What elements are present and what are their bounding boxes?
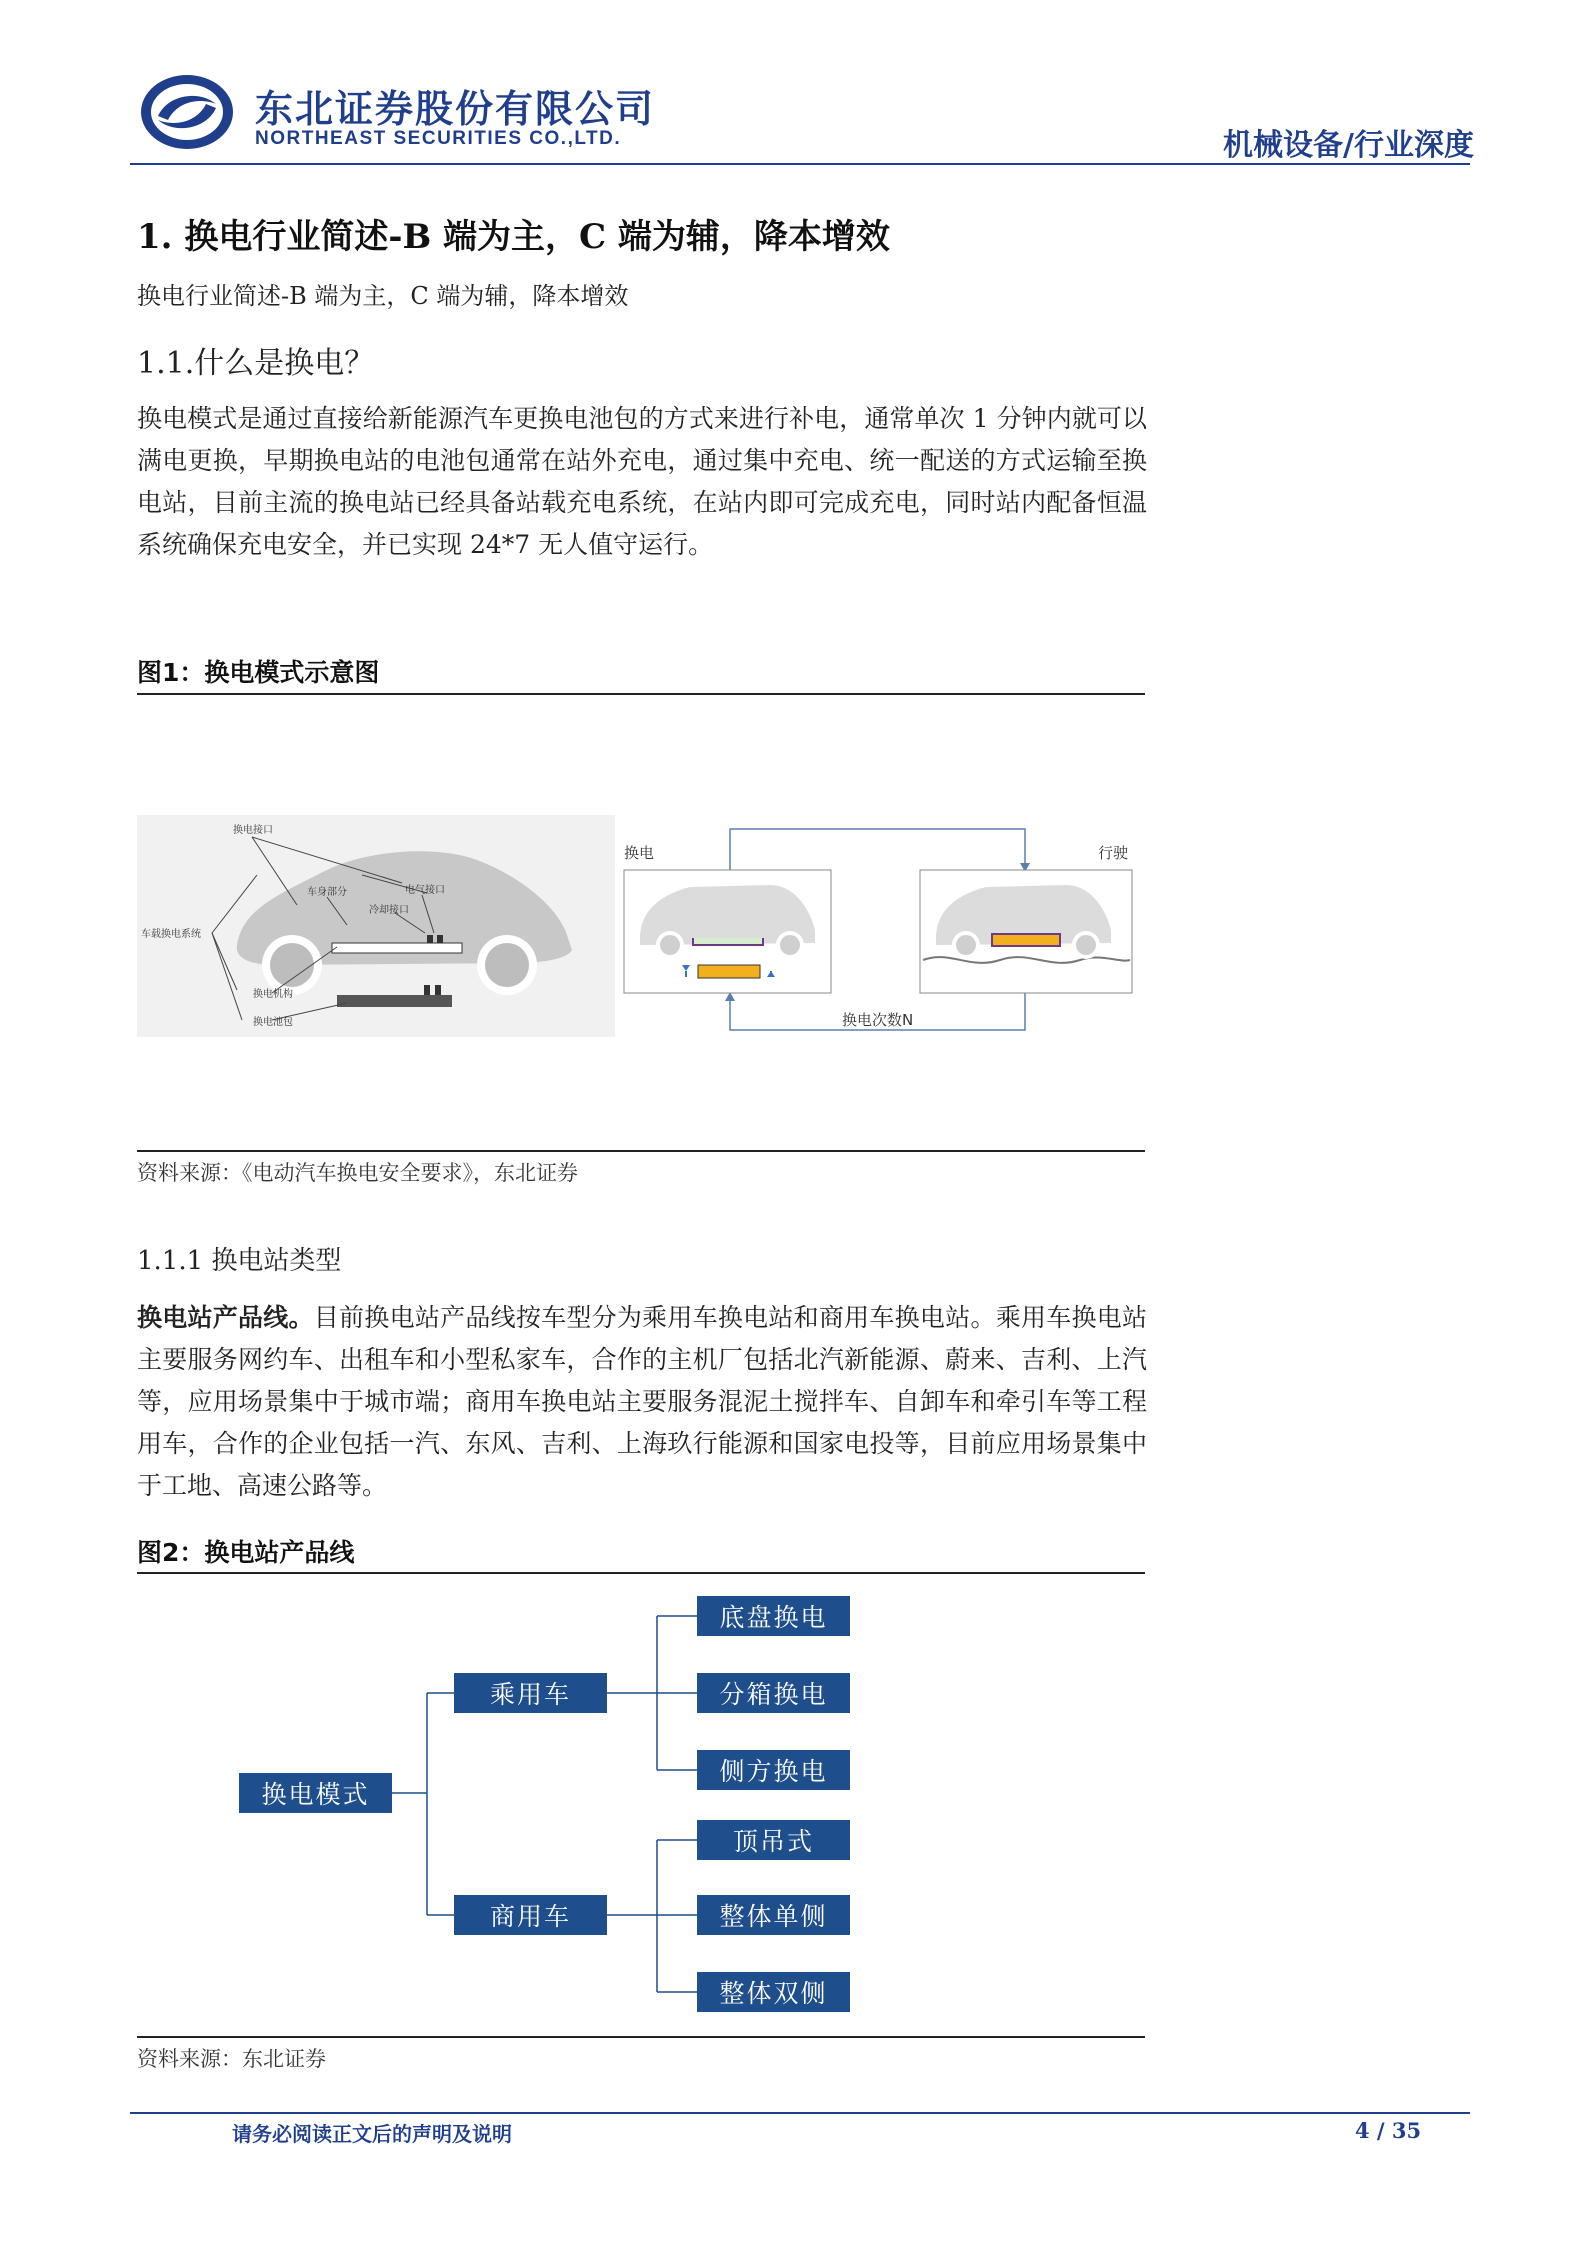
label-swap-count: 换电次数N xyxy=(842,1011,914,1029)
header-divider xyxy=(130,163,1470,165)
figure1-source: 资料来源：《电动汽车换电安全要求》，东北证券 xyxy=(137,1161,578,1185)
report-category: 机械设备/行业深度 xyxy=(1223,128,1474,163)
tree-leaf: 整体双侧 xyxy=(697,1972,850,2012)
section-heading: 1. 换电行业简述-B 端为主，C 端为辅，降本增效 xyxy=(137,217,890,257)
label-cooling-interface: 冷却接口 xyxy=(369,905,409,916)
tree-leaf: 分箱换电 xyxy=(697,1673,850,1713)
tree-leaf: 侧方换电 xyxy=(697,1750,850,1790)
company-name-cn: 东北证券股份有限公司 xyxy=(255,87,656,131)
footer-disclaimer: 请务必阅读正文后的声明及说明 xyxy=(232,2122,512,2146)
subsubsection-heading: 1.1.1 换电站类型 xyxy=(137,1246,342,1276)
paragraph-lead: 换电站产品线。 xyxy=(137,1303,314,1332)
label-swap-mechanism: 换电机构 xyxy=(253,989,293,1000)
footer-divider xyxy=(130,2112,1470,2114)
label-drive: 行驶 xyxy=(1098,844,1129,862)
page-number: 4 / 35 xyxy=(1355,2118,1422,2143)
label-electric-interface: 电气接口 xyxy=(405,885,445,896)
label-onboard-swap-system: 车载换电系统 xyxy=(141,929,201,940)
figure1-title: 图1：换电模式示意图 xyxy=(137,658,380,687)
label-swap-interface: 换电接口 xyxy=(233,825,273,836)
company-logo xyxy=(138,72,236,152)
figure2-title: 图2：换电站产品线 xyxy=(137,1538,355,1567)
paragraph-body: 目前换电站产品线按车型分为乘用车换电站和商用车换电站。乘用车换电站主要服务网约车、出租车和小型私家车，合作的主机厂包括北汽新能源、蔚来、吉利、上汽等，应用场景集中于城市端；商用车换电站主要服务混泥土搅拌车、自卸车和牵引车等工程用车，合作的企业包括一汽、东风、吉利、上海玖行能源和国家电投等，目前应用场景集中于工地、高速公路等。 xyxy=(137,1303,1147,1500)
tree-root-node: 换电模式 xyxy=(239,1773,392,1813)
swap-cycle-diagram xyxy=(620,825,1140,1035)
company-name-en: NORTHEAST SECURITIES CO.,LTD. xyxy=(255,128,622,149)
vehicle-swap-system-diagram xyxy=(137,815,615,1037)
tree-leaf: 顶吊式 xyxy=(697,1820,850,1860)
figure2-bottom-rule xyxy=(137,2036,1145,2038)
paragraph-what-is-swap: 换电模式是通过直接给新能源汽车更换电池包的方式来进行补电，通常单次 1 分钟内就可以满电更换，早期换电站的电池包通常在站外充电，通过集中充电、统一配送的方式运输至换电站，目前主流的换电站已经具备站载充电系统，在站内即可完成充电，同时站内配备恒温系统确保充电安全，并已实现 24*7 无人值守运行。 xyxy=(137,404,1147,559)
tree-leaf: 底盘换电 xyxy=(697,1596,850,1636)
figure2-top-rule xyxy=(137,1572,1145,1574)
paragraph-station-types xyxy=(137,1297,1147,1507)
section-subtitle: 换电行业简述-B 端为主，C 端为辅，降本增效 xyxy=(137,282,629,310)
figure1-top-rule xyxy=(137,693,1145,695)
tree-leaf: 整体单侧 xyxy=(697,1895,850,1935)
label-swap-battery-pack: 换电池包 xyxy=(253,1017,293,1028)
figure1-bottom-rule xyxy=(137,1150,1145,1152)
tree-branch-passenger: 乘用车 xyxy=(454,1673,607,1713)
label-swap: 换电 xyxy=(624,844,655,862)
label-body-part: 车身部分 xyxy=(307,887,347,898)
tree-branch-commercial: 商用车 xyxy=(454,1895,607,1935)
subsection-heading: 1.1.什么是换电？ xyxy=(137,346,375,381)
figure2-source: 资料来源：东北证券 xyxy=(137,2047,326,2071)
